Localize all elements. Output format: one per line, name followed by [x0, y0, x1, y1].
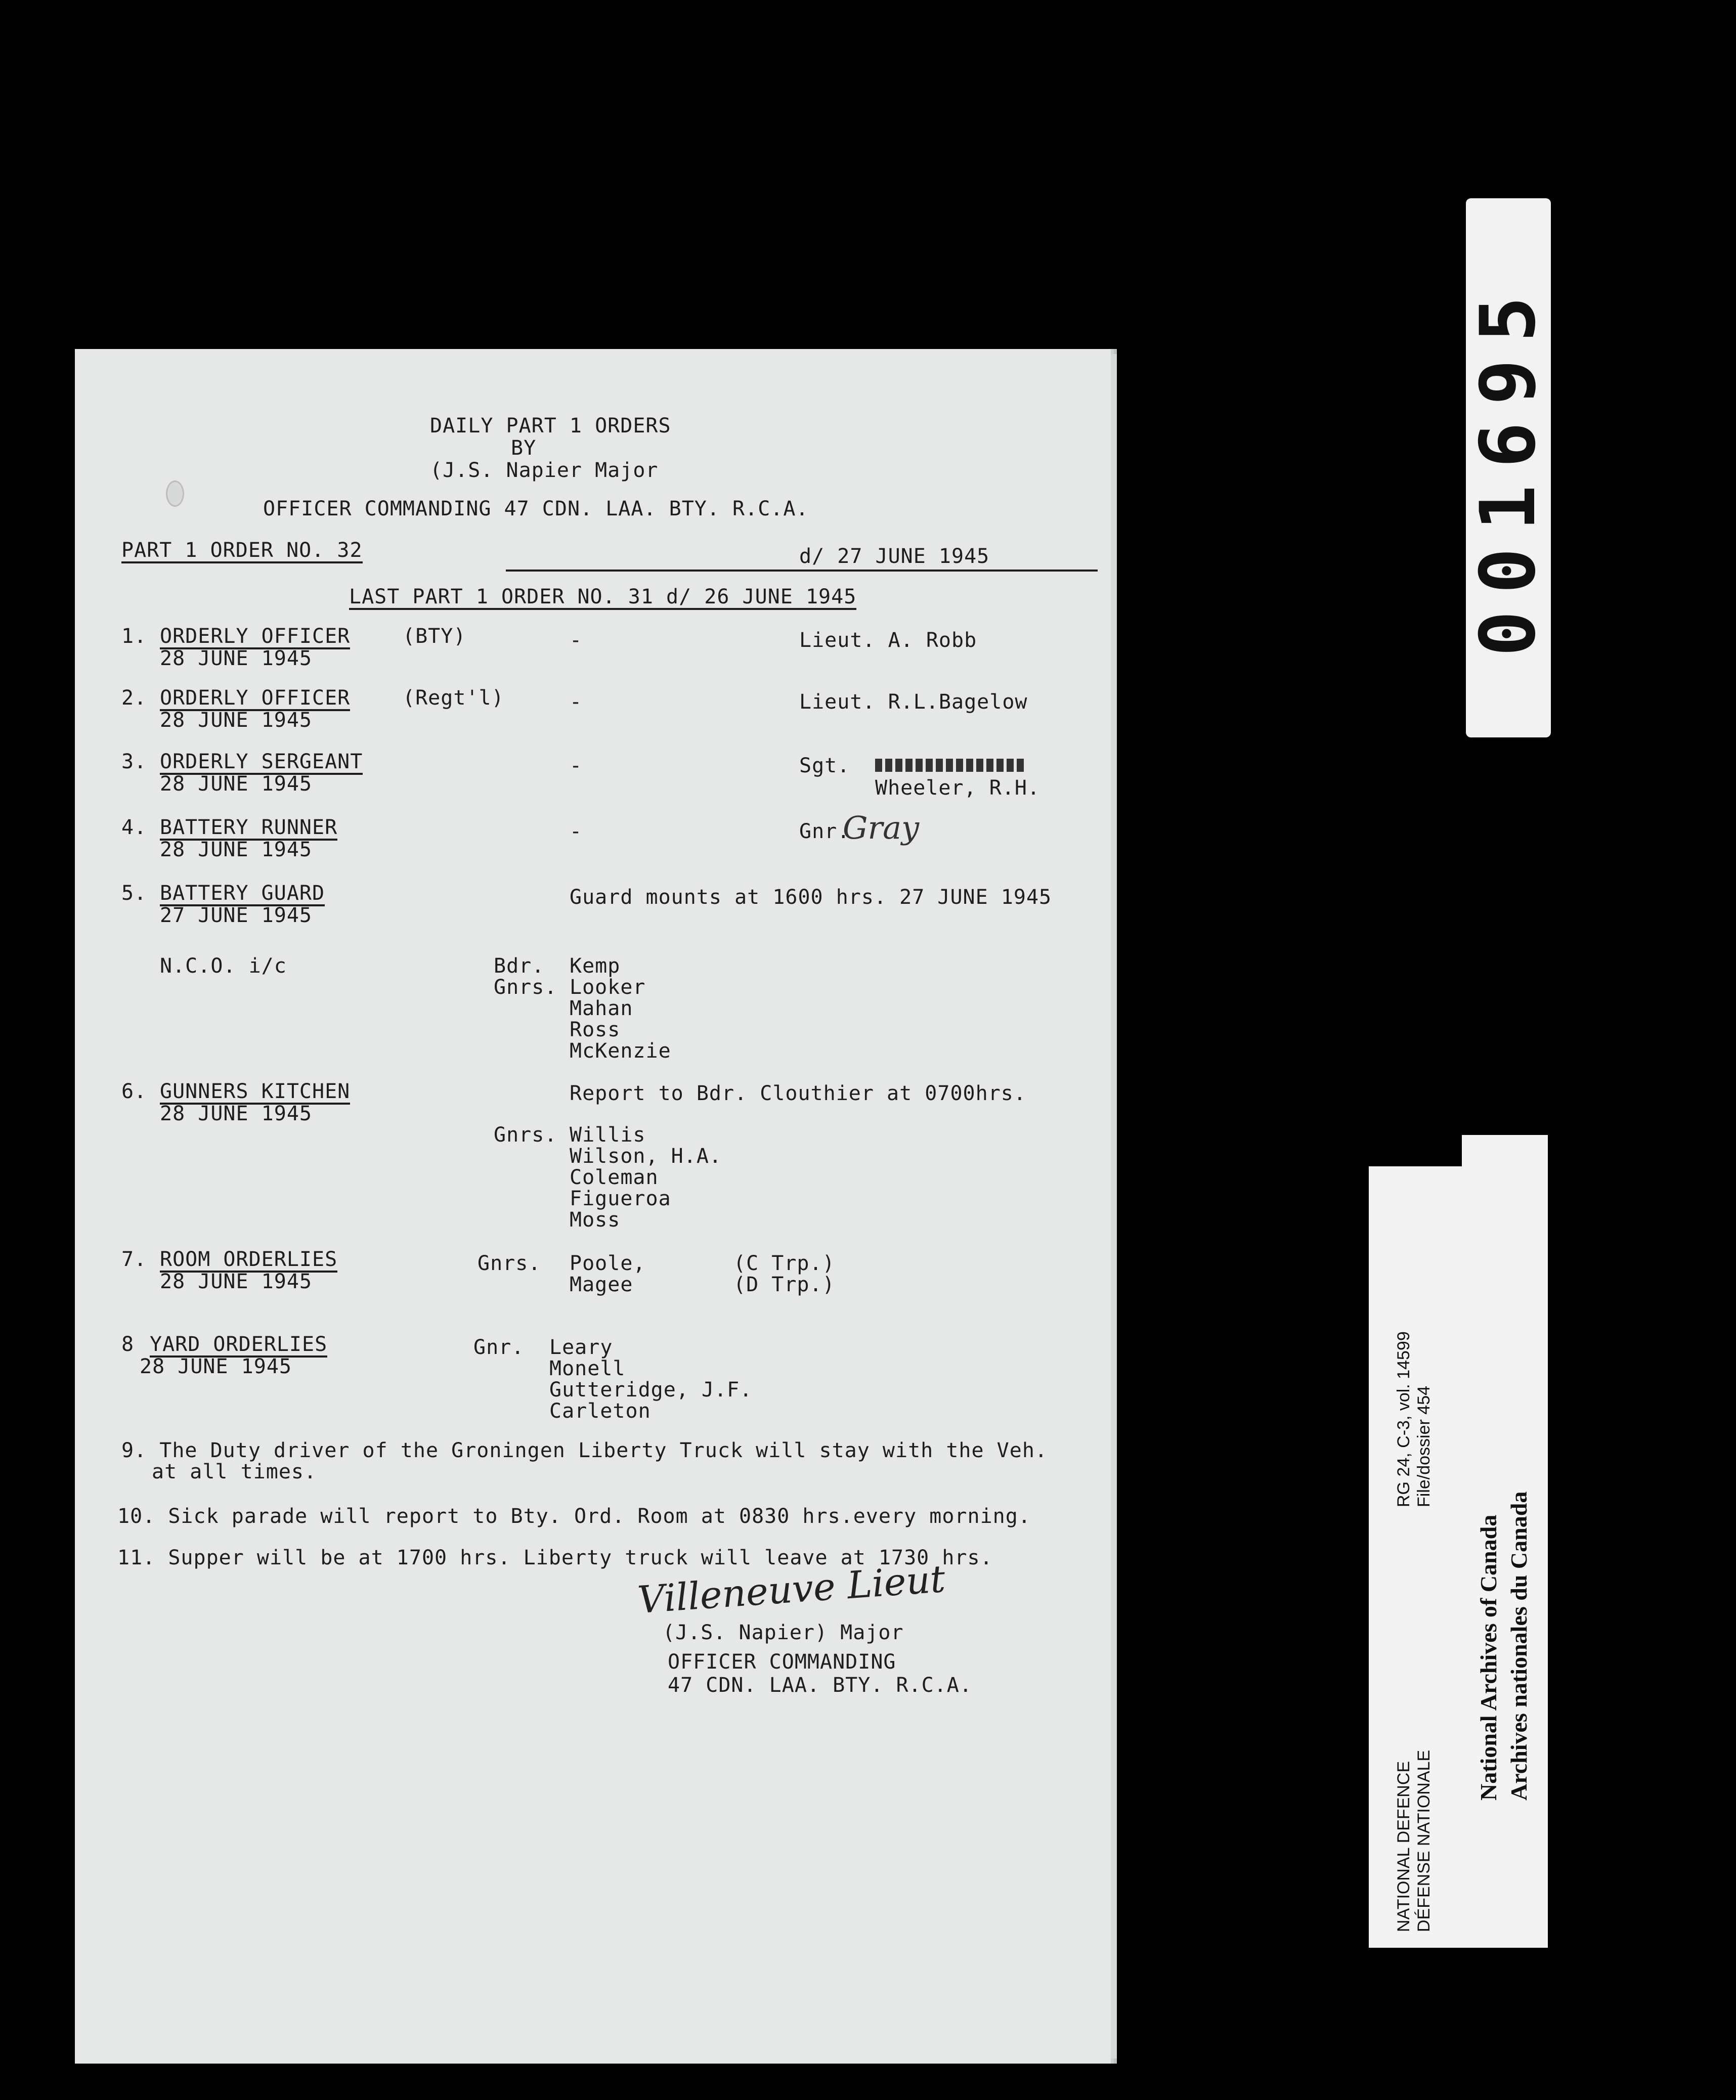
item-number: 2. — [121, 686, 147, 710]
item-unit: (BTY) — [403, 625, 466, 648]
document-id-number: 001695 — [1464, 279, 1552, 657]
item-date: 28 JUNE 1945 — [160, 1270, 312, 1293]
room-rank: Gnrs. — [478, 1252, 541, 1275]
heading-by: BY — [511, 436, 537, 460]
item-date: 28 JUNE 1945 — [160, 709, 312, 732]
paper-edge — [1111, 354, 1117, 2059]
order-date: d/ 27 JUNE 1945 — [799, 545, 990, 568]
signature-unit: 47 CDN. LAA. BTY. R.C.A. — [668, 1674, 972, 1697]
item-date: 28 JUNE 1945 — [160, 772, 312, 796]
item-dash: - — [570, 754, 583, 777]
item-date: 27 JUNE 1945 — [160, 904, 312, 927]
item-date: 28 JUNE 1945 — [160, 838, 312, 861]
guard-rank: Bdr. — [494, 954, 545, 978]
item-date: 28 JUNE 1945 — [160, 647, 312, 670]
yard-name: Carleton — [549, 1399, 651, 1423]
room-name: Magee — [570, 1273, 633, 1296]
department-en: NATIONAL DEFENCE — [1394, 1761, 1413, 1932]
heading-command: OFFICER COMMANDING 47 CDN. LAA. BTY. R.C.A. — [263, 497, 809, 520]
archives-name-en: National Archives of Canada — [1475, 1514, 1501, 1801]
guard-name: Kemp — [570, 954, 621, 978]
last-order: LAST PART 1 ORDER NO. 31 d/ 26 JUNE 1945 — [349, 586, 856, 610]
header-rule — [506, 570, 1098, 572]
item-assignee: Lieut. R.L.Bagelow — [799, 690, 1028, 714]
item-unit: (Regt'l) — [403, 686, 504, 710]
item-title: ORDERLY OFFICER — [160, 625, 350, 649]
punch-hole — [166, 480, 184, 507]
item-dash: - — [570, 820, 583, 843]
guard-nco: N.C.O. i/c — [160, 954, 287, 978]
archives-name-fr: Archives nationales du Canada — [1506, 1491, 1532, 1801]
item-detail: Guard mounts at 1600 hrs. 27 JUNE 1945 — [570, 886, 1052, 909]
archive-ref-volume: RG 24, C-3, vol. 14599 — [1394, 1331, 1413, 1507]
item-assignee: Sgt. — [799, 754, 863, 777]
document-id-strip — [1466, 198, 1551, 737]
guard-name: Ross — [570, 1018, 621, 1041]
room-troop: (D Trp.) — [733, 1273, 835, 1296]
kitchen-name: Moss — [570, 1208, 621, 1232]
struck-out-text — [875, 759, 1027, 772]
yard-name: Leary — [549, 1336, 613, 1359]
guard-name: Looker — [570, 976, 646, 999]
yard-rank: Gnr. — [473, 1336, 525, 1359]
paragraph-11: 11. Supper will be at 1700 hrs. Liberty truck will leave at 1730 hrs. — [117, 1546, 993, 1569]
kitchen-name: Figueroa — [570, 1187, 671, 1210]
signature-name: (J.S. Napier) Major — [663, 1621, 904, 1644]
item-title: BATTERY GUARD — [160, 882, 325, 906]
item-assignee: Lieut. A. Robb — [799, 629, 977, 652]
department-fr: DÉFENSE NATIONALE — [1414, 1749, 1434, 1932]
yard-name: Monell — [549, 1357, 626, 1380]
item-number: 3. — [121, 750, 147, 773]
item-number: 8 — [121, 1333, 135, 1356]
guard-rank: Gnrs. — [494, 976, 557, 999]
item-dash: - — [570, 690, 583, 714]
item-number: 4. — [121, 816, 147, 839]
handwritten-name: Gray — [843, 809, 920, 846]
item-dash: - — [570, 629, 583, 652]
item-title: GUNNERS KITCHEN — [160, 1080, 350, 1105]
paragraph-10: 10. Sick parade will report to Bty. Ord. Room at 0830 hrs.every morning. — [117, 1505, 1031, 1528]
kitchen-rank: Gnrs. — [494, 1123, 557, 1147]
kitchen-name: Coleman — [570, 1166, 659, 1189]
kitchen-name: Willis — [570, 1123, 646, 1147]
item-date: 28 JUNE 1945 — [140, 1355, 292, 1378]
item-assignee: Gnr. — [799, 820, 850, 843]
item-title: YARD ORDERLIES — [150, 1333, 327, 1358]
guard-name: Mahan — [570, 997, 633, 1020]
item-detail: Report to Bdr. Clouthier at 0700hrs. — [570, 1082, 1026, 1105]
room-name: Poole, — [570, 1252, 646, 1275]
item-title: BATTERY RUNNER — [160, 816, 337, 841]
signature-title: OFFICER COMMANDING — [668, 1650, 896, 1674]
item-number: 5. — [121, 882, 147, 905]
item-assignee-2: Wheeler, R.H. — [875, 776, 1040, 800]
guard-name: McKenzie — [570, 1039, 671, 1063]
item-date: 28 JUNE 1945 — [160, 1102, 312, 1125]
item-number: 7. — [121, 1248, 147, 1271]
item-number: 1. — [121, 625, 147, 648]
item-title: ROOM ORDERLIES — [160, 1248, 337, 1273]
room-troop: (C Trp.) — [733, 1252, 835, 1275]
archive-ref-file: File/dossier 454 — [1414, 1385, 1434, 1507]
paragraph-9-cont: at all times. — [152, 1460, 317, 1483]
heading-title: DAILY PART 1 ORDERS — [430, 414, 671, 438]
order-number: PART 1 ORDER NO. 32 — [121, 539, 363, 563]
kitchen-name: Wilson, H.A. — [570, 1145, 722, 1168]
item-number: 6. — [121, 1080, 147, 1103]
paragraph-9: 9. The Duty driver of the Groningen Liberty Truck will stay with the Veh. — [121, 1439, 1048, 1462]
item-title: ORDERLY OFFICER — [160, 687, 350, 711]
heading-officer: (J.S. Napier Major — [430, 459, 659, 482]
item-title: ORDERLY SERGEANT — [160, 751, 363, 775]
yard-name: Gutteridge, J.F. — [549, 1378, 753, 1402]
signature: Villeneuve Lieut — [636, 1557, 947, 1623]
